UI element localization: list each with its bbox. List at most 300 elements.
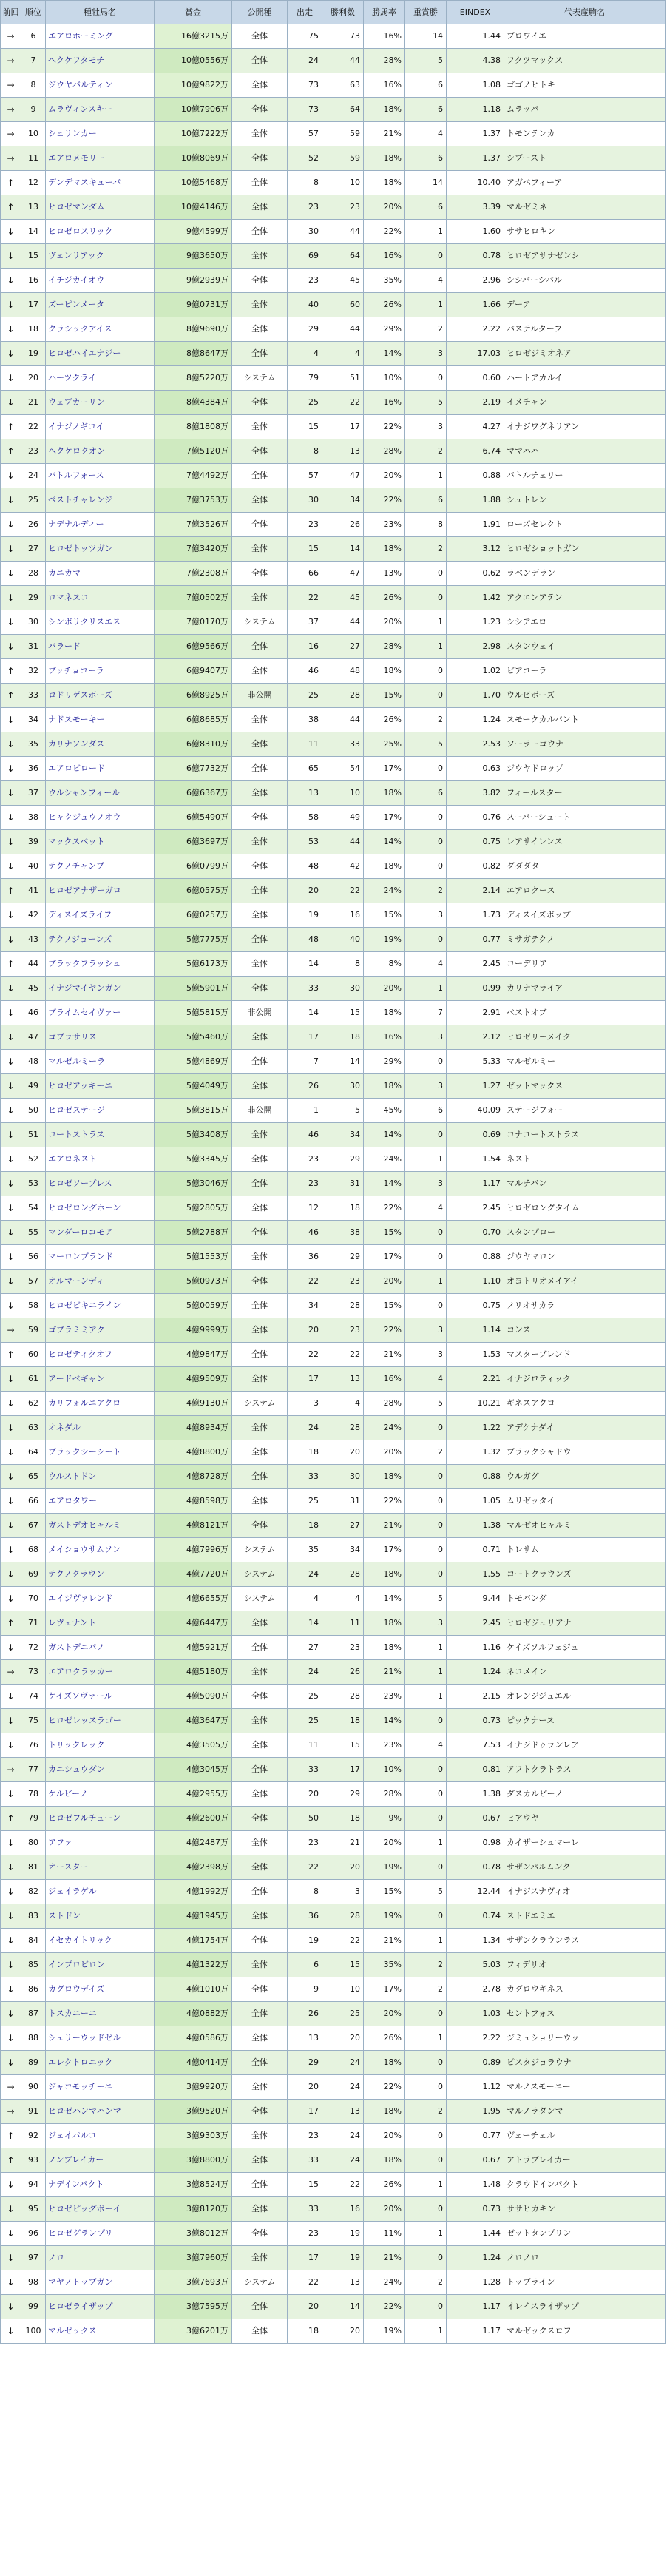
sire-name-link[interactable]: ハーツクライ [48, 373, 97, 382]
table-row[interactable] [1, 1001, 666, 1025]
sire-name-link[interactable]: ヒロゼビキニライン [48, 1301, 121, 1310]
cell-prev-arrow: → [1, 2075, 21, 2100]
table-row[interactable] [1, 1050, 666, 1074]
sire-name-link[interactable]: ナデインパクト [48, 2179, 104, 2189]
table-row[interactable] [1, 73, 666, 98]
table-row[interactable] [1, 1538, 666, 1562]
table-row[interactable] [1, 220, 666, 244]
cell-win-pct: 18% [364, 537, 405, 562]
table-row[interactable] [1, 1367, 666, 1392]
table-row[interactable] [1, 635, 666, 659]
sire-name-link[interactable]: トリックレック [48, 1740, 105, 1750]
sire-name-link[interactable]: ノロ [48, 2253, 64, 2262]
header-col-prize[interactable]: 賞金 [155, 1, 232, 24]
sire-name-link[interactable]: ケルビーノ [48, 1789, 88, 1798]
sire-name-link[interactable]: マルゼルミーラ [48, 1056, 105, 1066]
sire-name-link[interactable]: インプロビロン [48, 1960, 105, 1969]
table-row[interactable] [1, 1196, 666, 1221]
table-row[interactable] [1, 1587, 666, 1611]
cell-win-pct: 22% [364, 1196, 405, 1221]
table-row[interactable] [1, 1685, 666, 1709]
table-row[interactable] [1, 1245, 666, 1270]
cell-rank: 79 [21, 1807, 46, 1831]
table-row[interactable] [1, 732, 666, 757]
sire-name-link[interactable]: テクノチャンプ [48, 861, 105, 871]
sire-name-link[interactable]: ナデナルディー [48, 519, 104, 529]
cell-prize: 9億2939万 [155, 269, 232, 293]
cell-sire-name [46, 317, 155, 342]
cell-prize: 4億3505万 [155, 1733, 232, 1758]
table-row[interactable] [1, 1440, 666, 1465]
cell-win-pct: 10% [364, 366, 405, 391]
sire-name-link[interactable]: イセカイトリック [48, 1935, 112, 1945]
table-row[interactable] [1, 1855, 666, 1880]
sire-name-link[interactable]: ヒロゼロスリック [48, 226, 113, 236]
table-row[interactable] [1, 1660, 666, 1685]
table-row[interactable] [1, 1733, 666, 1758]
cell-rank: 41 [21, 879, 46, 903]
table-row[interactable] [1, 1929, 666, 1953]
table-row[interactable] [1, 1074, 666, 1099]
cell-prize: 10億0556万 [155, 49, 232, 73]
sire-name-link[interactable]: メイショウサムソン [48, 1545, 121, 1554]
sire-name-link[interactable]: カニシュウダン [48, 1764, 105, 1774]
sire-name-link[interactable]: カリナソンダス [48, 739, 105, 749]
sire-name-link[interactable]: ヒロゼアナザーガロ [48, 886, 121, 895]
cell-graded-wins: 5 [405, 1880, 447, 1904]
sire-name-link[interactable]: ロドリゲスボーズ [48, 690, 112, 700]
cell-graded-wins: 4 [405, 1196, 447, 1221]
cell-prize: 4億1945万 [155, 1904, 232, 1929]
sire-name-link[interactable]: エアロタワー [48, 1496, 97, 1506]
cell-wins: 44 [322, 830, 364, 854]
table-row[interactable] [1, 2148, 666, 2173]
cell-eindex: 0.75 [447, 1294, 504, 1318]
table-row[interactable] [1, 317, 666, 342]
header-col-win-pct[interactable]: 勝馬率 [364, 1, 405, 24]
table-row[interactable] [1, 366, 666, 391]
table-row[interactable] [1, 2246, 666, 2270]
table-row[interactable] [1, 757, 666, 781]
sire-name-link[interactable]: ブライムセイヴァー [48, 1008, 121, 1017]
cell-win-pct: 28% [364, 635, 405, 659]
cell-sire-name [46, 1123, 155, 1147]
table-row[interactable] [1, 2100, 666, 2124]
cell-eindex: 0.70 [447, 1221, 504, 1245]
table-row[interactable] [1, 1392, 666, 1416]
sire-name-link[interactable]: カニカマ [48, 568, 81, 578]
header-col-starts[interactable]: 出走 [288, 1, 322, 24]
table-row[interactable] [1, 806, 666, 830]
table-row[interactable] [1, 928, 666, 952]
cell-prize: 6億8685万 [155, 708, 232, 732]
sire-name-link[interactable]: オルマーンディ [48, 1276, 104, 1286]
sire-name-link[interactable]: ヒロゼピッグボーイ [48, 2204, 121, 2213]
cell-graded-wins: 0 [405, 659, 447, 684]
table-row[interactable] [1, 2319, 666, 2344]
sire-name-link[interactable]: ノンブレイカー [48, 2155, 104, 2165]
cell-win-pct: 28% [364, 1392, 405, 1416]
sire-name-link[interactable]: ヒャクジュウノオウ [48, 812, 121, 822]
cell-eindex: 9.44 [447, 1587, 504, 1611]
cell-rank: 37 [21, 781, 46, 806]
table-row[interactable] [1, 879, 666, 903]
table-row[interactable] [1, 854, 666, 879]
table-row[interactable] [1, 439, 666, 464]
cell-wins: 23 [322, 195, 364, 220]
cell-win-pct: 16% [364, 24, 405, 49]
table-row[interactable] [1, 1514, 666, 1538]
sire-name-link[interactable]: ヒロゼフルチューン [48, 1813, 121, 1823]
sire-name-link[interactable]: オネダル [48, 1423, 81, 1432]
cell-representative-horse: クラウドインパクト [504, 2173, 666, 2197]
cell-win-pct: 22% [364, 415, 405, 439]
sire-name-link[interactable]: オースター [48, 1862, 89, 1872]
sire-name-link[interactable]: イナジノギコイ [48, 422, 104, 431]
table-row[interactable] [1, 342, 666, 366]
sire-name-link[interactable]: ケイズソヴァール [48, 1691, 112, 1701]
cell-graded-wins: 3 [405, 903, 447, 928]
table-row[interactable] [1, 1611, 666, 1636]
table-row[interactable] [1, 977, 666, 1001]
table-row[interactable] [1, 2197, 666, 2222]
table-row[interactable] [1, 1562, 666, 1587]
cell-eindex: 1.18 [447, 98, 504, 122]
sire-name-link[interactable]: ヒロゼハンマハンマ [48, 2106, 121, 2116]
cell-graded-wins: 3 [405, 342, 447, 366]
table-row[interactable] [1, 1123, 666, 1147]
cell-open-type: システム [232, 1562, 288, 1587]
sire-name-link[interactable]: ヒロゼライザップ [48, 2302, 113, 2311]
cell-rank: 90 [21, 2075, 46, 2100]
cell-rank: 94 [21, 2173, 46, 2197]
table-row[interactable] [1, 2222, 666, 2246]
cell-prize: 16億3215万 [155, 24, 232, 49]
table-row[interactable] [1, 2124, 666, 2148]
table-row[interactable] [1, 2295, 666, 2319]
table-row[interactable] [1, 1294, 666, 1318]
header-col-open[interactable]: 公開種 [232, 1, 288, 24]
sire-name-link[interactable]: ヘクケロクオン [48, 446, 105, 456]
cell-representative-horse: オレンジジュエル [504, 1685, 666, 1709]
table-row[interactable] [1, 195, 666, 220]
cell-wins: 44 [322, 317, 364, 342]
table-row[interactable] [1, 1489, 666, 1514]
sire-name-link[interactable]: エレクトロニック [48, 2057, 113, 2067]
sire-name-link[interactable]: エアロクラッカー [48, 1667, 113, 1676]
table-row[interactable] [1, 171, 666, 195]
sire-name-link[interactable]: ムラヴィンスキー [48, 104, 113, 114]
table-row[interactable] [1, 391, 666, 415]
sire-name-link[interactable]: ゴブラサリス [48, 1032, 97, 1042]
sire-name-link[interactable]: バラード [48, 641, 81, 651]
cell-open-type: 全体 [232, 1074, 288, 1099]
sire-name-link[interactable]: マックスベット [48, 837, 105, 846]
cell-representative-horse: ローズセレクト [504, 513, 666, 537]
sire-name-link[interactable]: ウェブカーリン [48, 397, 105, 407]
sire-name-link[interactable]: ウルシャンフィール [48, 788, 121, 798]
sire-name-link[interactable]: アファ [48, 1838, 72, 1847]
table-row[interactable] [1, 2270, 666, 2295]
table-row[interactable] [1, 1831, 666, 1855]
table-row[interactable] [1, 1807, 666, 1831]
sire-name-link[interactable]: ガストデニパノ [48, 1642, 105, 1652]
cell-win-pct: 16% [364, 391, 405, 415]
cell-graded-wins: 4 [405, 952, 447, 977]
sire-name-link[interactable]: マルゼックス [48, 2326, 97, 2336]
sire-name-link[interactable]: デンデマスキューバ [48, 178, 121, 187]
table-row[interactable] [1, 684, 666, 708]
cell-prize: 4億9847万 [155, 1343, 232, 1367]
cell-win-pct: 14% [364, 1123, 405, 1147]
table-row[interactable] [1, 1709, 666, 1733]
header-col-eindex[interactable]: EINDEX [447, 1, 504, 24]
table-row[interactable] [1, 1221, 666, 1245]
cell-wins: 49 [322, 806, 364, 830]
cell-open-type: 全体 [232, 659, 288, 684]
cell-starts: 19 [288, 1929, 322, 1953]
sire-name-link[interactable]: ジウヤバルティン [48, 80, 113, 90]
table-row[interactable] [1, 1172, 666, 1196]
cell-rank: 34 [21, 708, 46, 732]
sire-name-link[interactable]: カグロウデイズ [48, 1984, 105, 1994]
cell-sire-name [46, 366, 155, 391]
sire-name-link[interactable]: クラシックアイス [48, 324, 112, 334]
table-row[interactable] [1, 49, 666, 73]
table-row[interactable] [1, 1465, 666, 1489]
table-row[interactable] [1, 1904, 666, 1929]
table-row[interactable] [1, 708, 666, 732]
sire-name-link[interactable]: ブラックシーシート [48, 1447, 121, 1457]
table-row[interactable] [1, 1977, 666, 2002]
cell-eindex: 2.19 [447, 391, 504, 415]
sire-name-link[interactable]: ジェイパルコ [48, 2131, 97, 2140]
cell-graded-wins: 3 [405, 1025, 447, 1050]
table-row[interactable] [1, 146, 666, 171]
sire-name-link[interactable]: ストドン [48, 1911, 81, 1921]
sire-name-link[interactable]: エアロネスト [48, 1154, 97, 1164]
header-col-sire-name[interactable]: 種牡馬名 [46, 1, 155, 24]
cell-graded-wins: 1 [405, 635, 447, 659]
cell-prev-arrow: ↑ [1, 415, 21, 439]
table-row[interactable] [1, 659, 666, 684]
table-row[interactable] [1, 1099, 666, 1123]
sire-name-link[interactable]: ヒロゼソーブレス [48, 1179, 112, 1188]
table-row[interactable] [1, 244, 666, 269]
cell-graded-wins: 1 [405, 293, 447, 317]
table-row[interactable] [1, 488, 666, 513]
sire-name-link[interactable]: シェリーウッドゼル [48, 2033, 121, 2043]
table-row[interactable] [1, 1270, 666, 1294]
cell-sire-name [46, 2026, 155, 2051]
table-row[interactable] [1, 98, 666, 122]
cell-sire-name [46, 2100, 155, 2124]
cell-prev-arrow: ↑ [1, 659, 21, 684]
cell-graded-wins: 1 [405, 610, 447, 635]
sire-name-link[interactable]: ヒロゼハイエナジー [48, 348, 121, 358]
sire-name-link[interactable]: ロマネスコ [48, 593, 89, 602]
sire-name-link[interactable]: マンダーロコモア [48, 1227, 113, 1237]
cell-rank: 61 [21, 1367, 46, 1392]
sire-name-link[interactable]: ズーピンメータ [48, 300, 105, 309]
sire-name-link[interactable]: レヴェナント [48, 1618, 97, 1628]
cell-representative-horse: ササヒカキン [504, 2197, 666, 2222]
sire-name-link[interactable]: イナジマイヤンガン [48, 983, 121, 993]
table-row[interactable] [1, 1416, 666, 1440]
sire-name-link[interactable]: イチジカイオウ [48, 275, 105, 285]
cell-prev-arrow: ↓ [1, 1855, 21, 1880]
sire-name-link[interactable]: シュリンカー [48, 129, 97, 138]
table-row[interactable] [1, 2026, 666, 2051]
sire-name-link[interactable]: エアロホーミング [48, 31, 113, 41]
sire-name-link[interactable]: カリフォルニアクロ [48, 1398, 121, 1408]
sire-name-link[interactable]: ナドスモーキー [48, 715, 105, 724]
table-row[interactable] [1, 122, 666, 146]
cell-prev-arrow: ↓ [1, 1538, 21, 1562]
sire-name-link[interactable]: ジェイラゲル [48, 1887, 97, 1896]
cell-eindex: 2.96 [447, 269, 504, 293]
cell-starts: 30 [288, 220, 322, 244]
cell-open-type: 全体 [232, 1489, 288, 1514]
cell-win-pct: 21% [364, 1514, 405, 1538]
table-row[interactable] [1, 830, 666, 854]
cell-prize: 5億3815万 [155, 1099, 232, 1123]
sire-name-link[interactable]: テクノクラウン [48, 1569, 105, 1579]
header-col-graded-wins[interactable]: 重賞勝 [405, 1, 447, 24]
cell-representative-horse: ダダダタ [504, 854, 666, 879]
table-row[interactable] [1, 2002, 666, 2026]
cell-win-pct: 23% [364, 1685, 405, 1709]
table-row[interactable] [1, 1318, 666, 1343]
cell-sire-name [46, 146, 155, 171]
table-row[interactable] [1, 513, 666, 537]
sire-name-link[interactable]: ウルストドン [48, 1471, 97, 1481]
cell-starts: 25 [288, 684, 322, 708]
table-row[interactable] [1, 1636, 666, 1660]
table-row[interactable] [1, 1880, 666, 1904]
cell-sire-name [46, 806, 155, 830]
sire-name-link[interactable]: ヒロゼアッキーニ [48, 1081, 113, 1090]
table-row[interactable] [1, 269, 666, 293]
sire-name-link[interactable]: ブッチョコーラ [48, 666, 104, 675]
sire-name-link[interactable]: エアロメモリー [48, 153, 105, 163]
sire-name-link[interactable]: シンボリクリスエス [48, 617, 121, 627]
table-row[interactable] [1, 586, 666, 610]
cell-representative-horse: シブースト [504, 146, 666, 171]
table-row[interactable] [1, 1147, 666, 1172]
sire-name-link[interactable]: ディスイズライフ [48, 910, 112, 920]
sire-name-link[interactable]: テクノジョーンズ [48, 934, 112, 944]
sire-name-link[interactable]: エアロビロード [48, 763, 105, 773]
sire-name-link[interactable]: ブラックフラッシュ [48, 959, 121, 968]
cell-rank: 100 [21, 2319, 46, 2344]
cell-prev-arrow: ↓ [1, 903, 21, 928]
sire-name-link[interactable]: ヒロゼマンダム [48, 202, 105, 212]
sire-name-link[interactable]: ヒロゼステージ [48, 1105, 105, 1115]
sire-name-link[interactable]: ジャコモッチーニ [48, 2082, 113, 2091]
cell-open-type: 全体 [232, 903, 288, 928]
cell-prev-arrow: ↓ [1, 1392, 21, 1416]
sire-name-link[interactable]: ヘクケフタモチ [48, 55, 105, 65]
header-col-prev-arrow[interactable]: 前回 [1, 1, 21, 24]
table-row[interactable] [1, 610, 666, 635]
cell-sire-name [46, 171, 155, 195]
table-row[interactable] [1, 952, 666, 977]
table-row[interactable] [1, 2051, 666, 2075]
cell-wins: 15 [322, 1953, 364, 1977]
sire-name-link[interactable]: アードベギャン [48, 1374, 105, 1383]
cell-prize: 6億6367万 [155, 781, 232, 806]
sire-name-link[interactable]: ガストデオヒャルミ [48, 1520, 121, 1530]
cell-starts: 6 [288, 1953, 322, 1977]
sire-name-link[interactable]: ヒロゼティクオフ [48, 1349, 112, 1359]
table-row[interactable] [1, 293, 666, 317]
table-row[interactable] [1, 781, 666, 806]
sire-name-link[interactable]: トスカニーニ [48, 2009, 97, 2018]
table-row[interactable] [1, 2075, 666, 2100]
table-row[interactable] [1, 1343, 666, 1367]
cell-representative-horse: ウルビボーズ [504, 684, 666, 708]
cell-win-pct: 28% [364, 1782, 405, 1807]
sire-name-link[interactable]: ゴブラミミアク [48, 1325, 105, 1335]
table-row[interactable] [1, 1758, 666, 1782]
cell-win-pct: 20% [364, 1831, 405, 1855]
sire-name-link[interactable]: エイジヴァレンド [48, 1594, 113, 1603]
sire-name-link[interactable]: ヴェンリアック [48, 251, 104, 260]
cell-win-pct: 22% [364, 2295, 405, 2319]
cell-win-pct: 22% [364, 1489, 405, 1514]
cell-prev-arrow: ↓ [1, 220, 21, 244]
cell-rank: 48 [21, 1050, 46, 1074]
cell-prev-arrow: ↓ [1, 1465, 21, 1489]
table-row[interactable] [1, 24, 666, 49]
table-row[interactable] [1, 903, 666, 928]
cell-graded-wins: 0 [405, 1416, 447, 1440]
cell-eindex: 2.78 [447, 1977, 504, 2002]
sire-name-link[interactable]: ヒロゼレッスラゴー [48, 1716, 121, 1725]
header-col-rank[interactable]: 順位 [21, 1, 46, 24]
header-col-representative[interactable]: 代表産駒名 [504, 1, 666, 24]
table-row[interactable] [1, 562, 666, 586]
table-row[interactable] [1, 1025, 666, 1050]
sire-name-link[interactable]: ヒロゼロングホーン [48, 1203, 121, 1213]
table-row[interactable] [1, 415, 666, 439]
cell-sire-name [46, 1245, 155, 1270]
table-row[interactable] [1, 537, 666, 562]
header-col-wins[interactable]: 勝利数 [322, 1, 364, 24]
sire-name-link[interactable]: マーロンブランド [48, 1252, 113, 1261]
cell-sire-name [46, 1709, 155, 1733]
sire-name-link[interactable]: コートストラス [48, 1130, 105, 1139]
table-row[interactable] [1, 1782, 666, 1807]
cell-wins: 17 [322, 415, 364, 439]
cell-win-pct: 18% [364, 171, 405, 195]
table-row[interactable] [1, 2173, 666, 2197]
cell-prev-arrow: ↓ [1, 1831, 21, 1855]
cell-open-type: 全体 [232, 1660, 288, 1685]
cell-prize: 4億5921万 [155, 1636, 232, 1660]
table-row[interactable] [1, 464, 666, 488]
cell-prev-arrow: ↓ [1, 757, 21, 781]
sire-name-link[interactable]: ヒロゼグランプリ [48, 2228, 113, 2238]
sire-name-link[interactable]: マヤノトップガン [48, 2277, 113, 2287]
cell-prev-arrow: ↓ [1, 1074, 21, 1099]
cell-rank: 86 [21, 1977, 46, 2002]
sire-name-link[interactable]: ヒロゼトッツガン [48, 544, 113, 553]
sire-name-link[interactable]: バトルフォース [48, 471, 104, 480]
sire-name-link[interactable]: ベストチャレンジ [48, 495, 113, 505]
table-row[interactable] [1, 1953, 666, 1977]
